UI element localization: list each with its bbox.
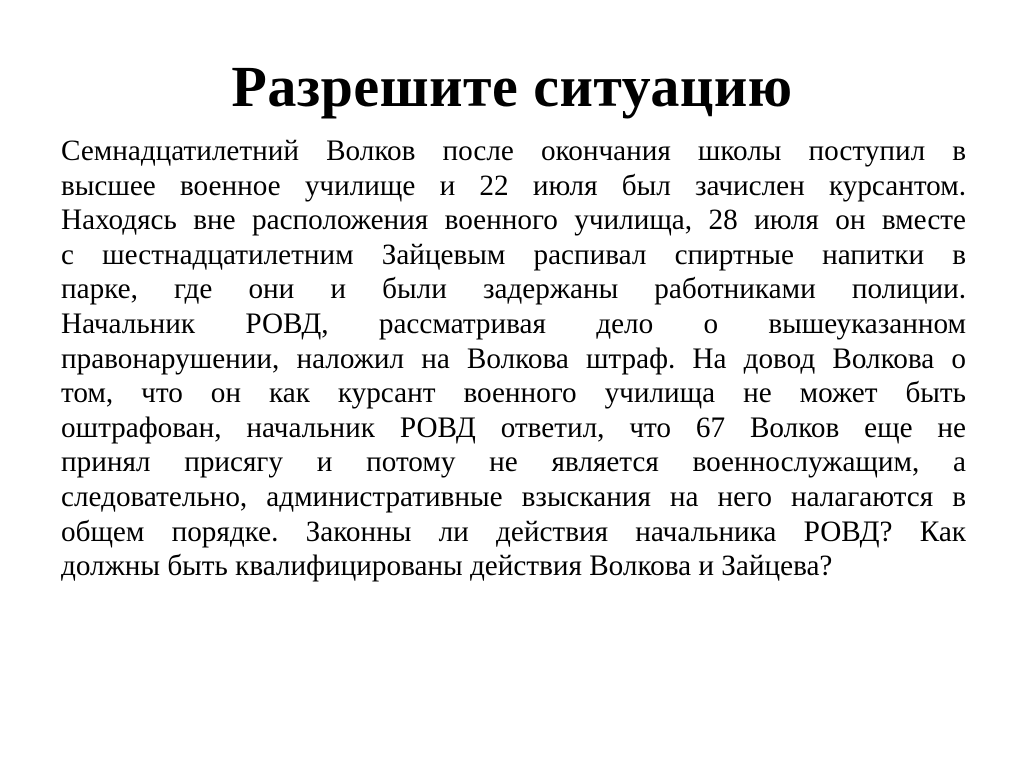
body-line-final: должны быть квалифицированы действия Волкова и Зайцева? <box>61 550 833 583</box>
body-line: правонарушении, наложил на Волкова штраф. На довод Волкова о <box>61 342 966 375</box>
body-line: парке, где они и были задержаны работниками полиции. <box>61 273 966 306</box>
body-line: следовательно, административные взыскания на него налагаются в <box>61 480 966 513</box>
body-line: принял присягу и потому не является военнослужащим, а <box>61 446 966 479</box>
body-line: Находясь вне расположения военного училища, 28 июля он вместе <box>61 204 966 237</box>
body-line: общем порядке. Законны ли действия начальника РОВД? Как <box>61 515 966 548</box>
body-line: том, что он как курсант военного училища не может быть <box>61 377 966 410</box>
body-line: Семнадцатилетний Волков после окончания школы поступил в <box>61 135 966 167</box>
case-description <box>61 134 966 584</box>
body-line: с шестнадцатилетним Зайцевым распивал спиртные напитки в <box>61 238 966 271</box>
body-line: оштрафован, начальник РОВД ответил, что 67 Волков еще не <box>61 411 966 444</box>
slide-title: Разрешите ситуацию <box>231 54 793 119</box>
body-line: Начальник РОВД, рассматривая дело о вышеуказанном <box>61 307 966 340</box>
body-line: высшее военное училище и 22 июля был зачислен курсантом. <box>61 169 966 202</box>
